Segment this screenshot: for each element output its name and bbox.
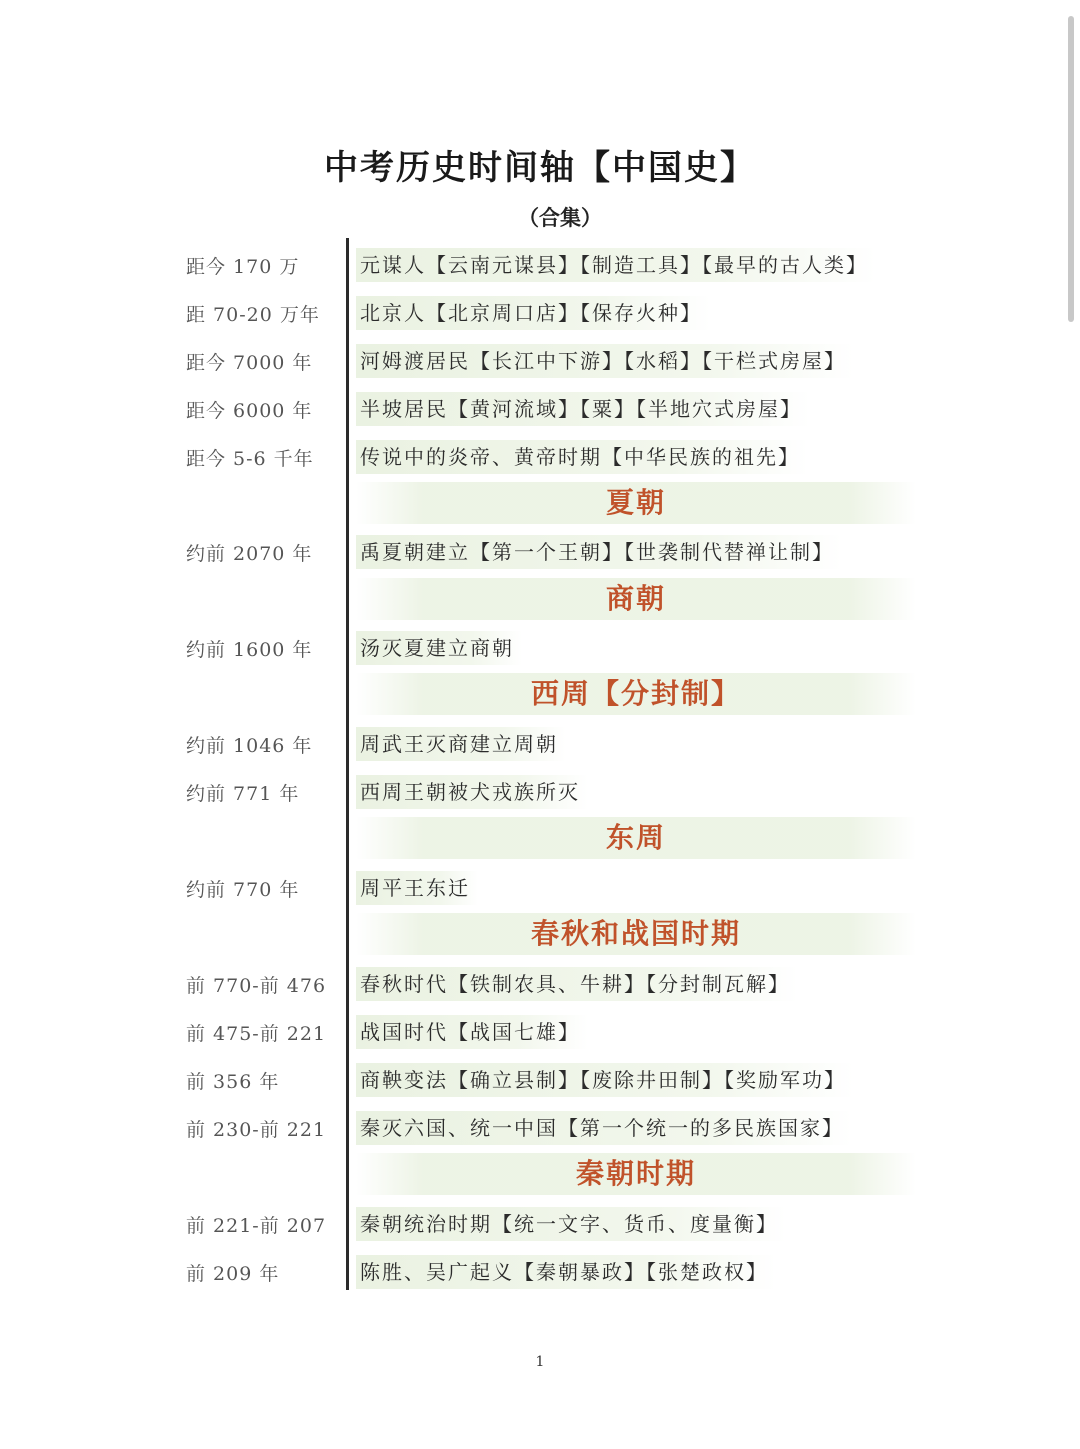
timeline-row [0, 725, 1080, 765]
timeline-row [0, 1061, 1080, 1101]
row-event: 秦灭六国、统一中国【第一个统一的多民族国家】 [356, 1111, 852, 1145]
row-date: 前 230-前 221 [186, 1119, 327, 1141]
page-title: 中考历史时间轴【中国史】 [324, 148, 756, 188]
row-date: 约前 771 年 [186, 783, 300, 805]
scrollbar-thumb[interactable] [1068, 16, 1074, 322]
row-date: 前 475-前 221 [186, 1023, 327, 1045]
timeline-row [0, 533, 1080, 573]
row-event: 周武王灭商建立周朝 [356, 727, 566, 761]
row-date: 前 221-前 207 [186, 1215, 327, 1237]
row-date: 距今 6000 年 [186, 400, 313, 422]
timeline-row [0, 869, 1080, 909]
page-subtitle: （合集） [518, 205, 602, 230]
section-heading-qin: 秦朝时期 [356, 1153, 916, 1195]
timeline-row [0, 1253, 1080, 1293]
row-date: 距 70-20 万年 [186, 304, 320, 326]
timeline-row [0, 294, 1080, 334]
row-date: 前 356 年 [186, 1071, 280, 1093]
timeline-row [0, 1013, 1080, 1053]
row-event: 陈胜、吴广起义【秦朝暴政】【张楚政权】 [356, 1255, 776, 1289]
timeline-row [0, 773, 1080, 813]
timeline-row [0, 1109, 1080, 1149]
row-event: 秦朝统治时期【统一文字、货币、度量衡】 [356, 1207, 786, 1241]
row-date: 约前 770 年 [186, 879, 300, 901]
row-date: 前 209 年 [186, 1263, 280, 1285]
row-date: 距今 170 万 [186, 256, 300, 278]
row-event: 战国时代【战国七雄】 [356, 1015, 588, 1049]
timeline-row [0, 629, 1080, 669]
timeline-row [0, 246, 1080, 286]
timeline-row [0, 965, 1080, 1005]
row-date: 距今 7000 年 [186, 352, 313, 374]
row-date: 约前 1046 年 [186, 735, 313, 757]
section-heading-spring-autumn-warring-states: 春秋和战国时期 [356, 913, 916, 955]
row-date: 前 770-前 476 [186, 975, 327, 997]
timeline-row [0, 390, 1080, 430]
row-event: 西周王朝被犬戎族所灭 [356, 775, 588, 809]
timeline-row [0, 438, 1080, 478]
row-event: 元谋人【云南元谋县】【制造工具】【最早的古人类】 [356, 248, 876, 282]
section-heading-eastern-zhou: 东周 [356, 817, 916, 859]
timeline-row [0, 1205, 1080, 1245]
section-heading-xia: 夏朝 [356, 482, 916, 524]
row-event: 传说中的炎帝、黄帝时期【中华民族的祖先】 [356, 440, 808, 474]
row-event: 河姆渡居民【长江中下游】【水稻】【干栏式房屋】 [356, 344, 854, 378]
page-number: 1 [535, 1354, 545, 1370]
row-date: 约前 2070 年 [186, 543, 313, 565]
timeline-row [0, 342, 1080, 382]
section-heading-western-zhou: 西周【分封制】 [356, 673, 916, 715]
row-date: 约前 1600 年 [186, 639, 313, 661]
row-date: 距今 5-6 千年 [186, 448, 314, 470]
section-heading-shang: 商朝 [356, 578, 916, 620]
row-event: 北京人【北京周口店】【保存火种】 [356, 296, 710, 330]
row-event: 半坡居民【黄河流域】【粟】【半地穴式房屋】 [356, 392, 810, 426]
row-event: 禹夏朝建立【第一个王朝】【世袭制代替禅让制】 [356, 535, 842, 569]
row-event: 汤灭夏建立商朝 [356, 631, 522, 665]
row-event: 商鞅变法【确立县制】【废除井田制】【奖励军功】 [356, 1063, 854, 1097]
row-event: 春秋时代【铁制农具、牛耕】【分封制瓦解】 [356, 967, 798, 1001]
row-event: 周平王东迁 [356, 871, 478, 905]
